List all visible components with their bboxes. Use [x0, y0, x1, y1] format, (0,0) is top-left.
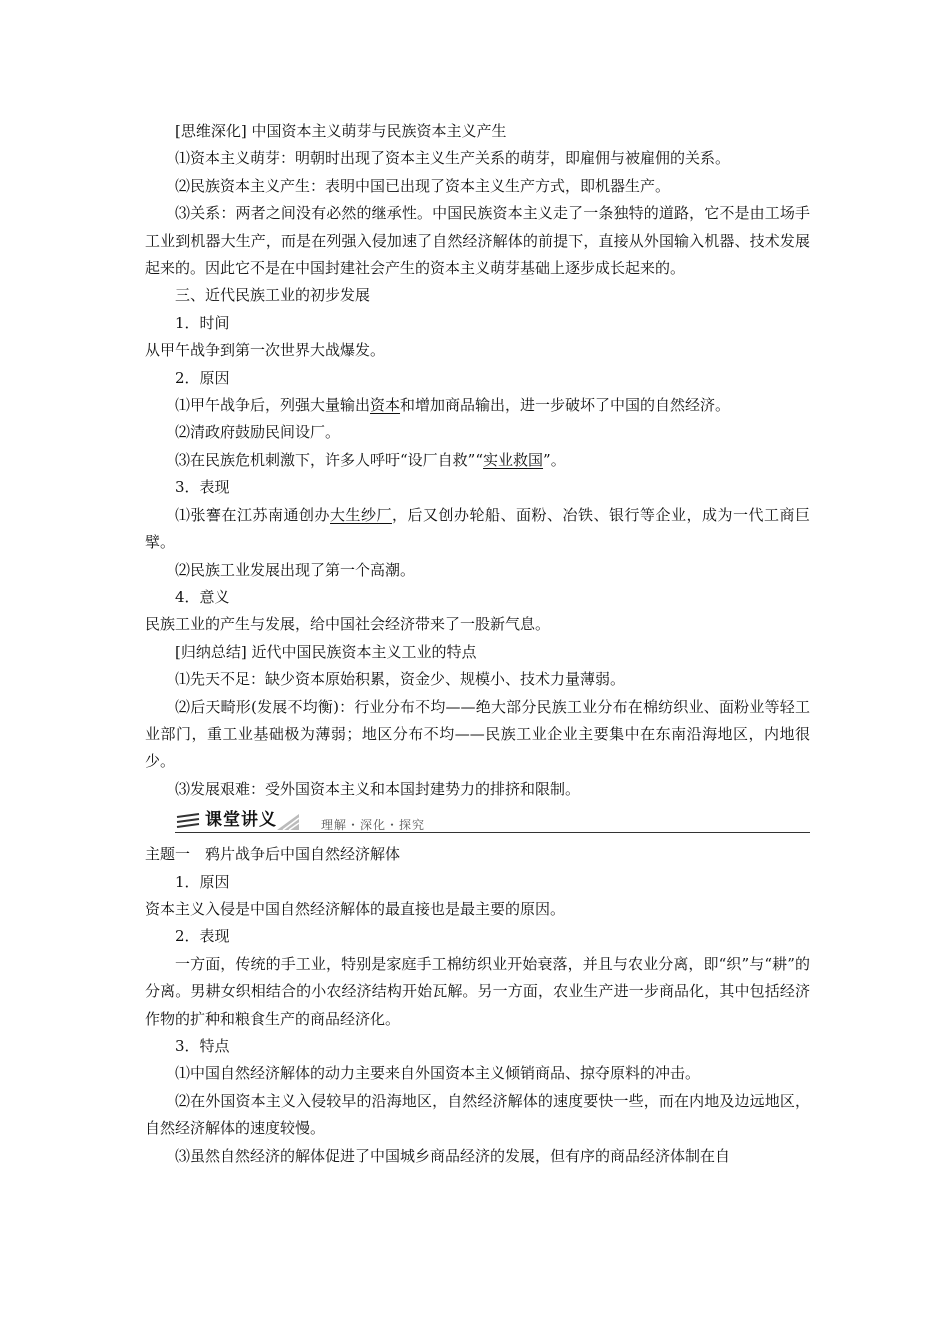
- paragraph: 资本主义入侵是中国自然经济解体的最直接也是最主要的原因。: [145, 899, 566, 918]
- section-heading: 三、近代民族工业的初步发展: [175, 286, 371, 305]
- underlined-term: 实业救国: [483, 450, 544, 469]
- subheading-reason: 2．原因: [175, 368, 230, 387]
- subheading-features: 3．特点: [175, 1037, 230, 1055]
- hatch-mark-icon: [175, 813, 201, 831]
- document-page: [145, 118, 810, 1170]
- paragraph: ⑵民族工业发展出现了第一个高潮。: [175, 560, 416, 579]
- paragraph: ⑶发展艰难：受外国资本主义和本国封建势力的排挤和限制。: [175, 779, 581, 798]
- paragraph: ⑶在民族危机刺激下，许多人呼吁“设厂自救”“实业救国”。: [175, 450, 566, 469]
- subheading-time: 1．时间: [175, 313, 230, 332]
- subheading-performance: 2．表现: [175, 927, 230, 946]
- paragraph: ⑶关系：两者之间没有必然的继承性。中国民族资本主义走了一条独特的道路，它不是由工场手工业到机器大生产，而是在列强入侵加速了自然经济解体的前提下，直接从外国输入机器、技术发展起来的。因此它不是在中国封建社会产生的资本主义萌芽基础上逐步成长起来的。: [145, 204, 810, 278]
- paragraph: 从甲午战争到第一次世界大战爆发。: [145, 341, 386, 360]
- paragraph: ⑴张謇在江苏南通创办大生纱厂，后又创办轮船、面粉、冶铁、银行等企业，成为一代工商巨擘。: [145, 505, 810, 552]
- paragraph: ⑵在外国资本主义入侵较早的沿海地区，自然经济解体的速度要快一些，而在内地及边远地区，自然经济解体的速度较慢。: [145, 1091, 810, 1138]
- thinking-heading: [思维深化] 中国资本主义萌芽与民族资本主义产生: [175, 122, 507, 140]
- paragraph: ⑴中国自然经济解体的动力主要来自外国资本主义倾销商品、掠夺原料的冲击。: [175, 1064, 701, 1083]
- paragraph: ⑵后天畸形(发展不均衡)：行业分布不均——绝大部分民族工业分布在棉纺织业、面粉业等轻工业部门，重工业基础极为薄弱；地区分布不均——民族工业企业主要集中在东南沿海地区，内地很少。: [145, 697, 810, 771]
- paragraph: ⑵民族资本主义产生：表明中国已出现了资本主义生产方式，即机器生产。: [175, 176, 671, 195]
- paragraph: ⑴先天不足：缺少资本原始积累，资金少、规模小、技术力量薄弱。: [175, 670, 626, 689]
- paragraph: ⑵清政府鼓励民间设厂。: [175, 423, 341, 442]
- paragraph: ⑴甲午战争后，列强大量输出资本和增加商品输出，进一步破坏了中国的自然经济。: [175, 396, 731, 415]
- lecture-banner: [145, 807, 810, 837]
- subheading-meaning: 4．意义: [175, 587, 230, 606]
- underlined-term: 大生纱厂: [330, 505, 392, 524]
- summary-heading: [归纳总结] 近代中国民族资本主义工业的特点: [175, 642, 477, 661]
- subheading-performance: 3．表现: [175, 478, 230, 497]
- paragraph: ⑶虽然自然经济的解体促进了中国城乡商品经济的发展，但有序的商品经济体制在自: [175, 1146, 731, 1165]
- banner-subtitle: 理解・深化・探究: [321, 818, 426, 833]
- banner-title: 课堂讲义: [205, 808, 281, 832]
- banner-slope-icon: [277, 814, 299, 830]
- topic-heading: 主题一 鸦片战争后中国自然经济解体: [145, 845, 401, 864]
- paragraph: 一方面，传统的手工业，特别是家庭手工棉纺织业开始衰落，并且与农业分离，即“织”与“耕”的分离。男耕女织相结合的小农经济结构开始瓦解。另一方面，农业生产进一步商品化，其中包括经济作物的扩种和粮食生产的商品经济化。: [145, 954, 810, 1028]
- paragraph: 民族工业的产生与发展，给中国社会经济带来了一股新气息。: [145, 615, 551, 634]
- banner-rule: [175, 832, 810, 833]
- underlined-term: 资本: [370, 396, 401, 415]
- subheading-reason: 1．原因: [175, 872, 230, 891]
- paragraph: ⑴资本主义萌芽：明朝时出现了资本主义生产关系的萌芽，即雇佣与被雇佣的关系。: [175, 149, 731, 168]
